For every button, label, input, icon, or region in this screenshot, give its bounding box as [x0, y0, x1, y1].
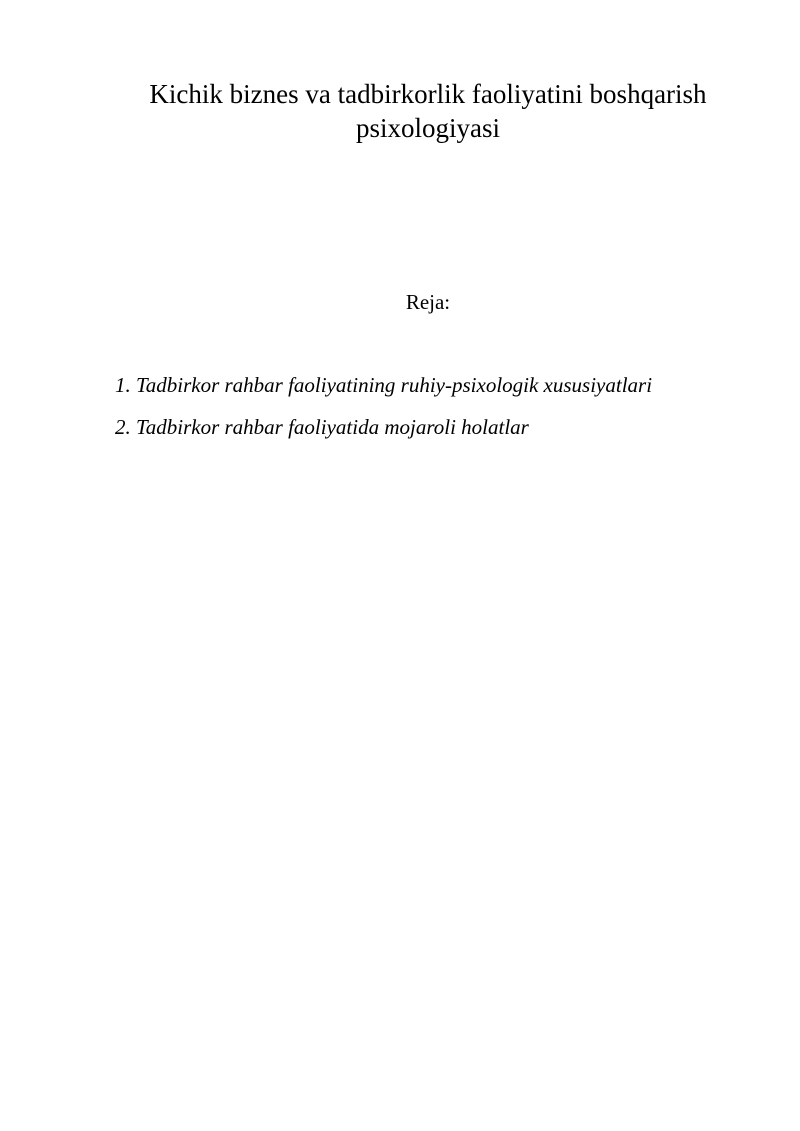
plan-list — [115, 371, 652, 455]
plan-heading: Reja: — [405, 290, 451, 314]
document-title — [100, 77, 756, 145]
plan-item-1: 1. Tadbirkor rahbar faoliyatining ruhiy-psixologik xususiyatlari — [115, 373, 653, 397]
title-line-2: psixologiyasi — [355, 113, 500, 143]
title-line-1: Kichik biznes va tadbirkorlik faoliyatini boshqarish — [149, 79, 707, 109]
plan-item-2: 2. Tadbirkor rahbar faoliyatida mojaroli holatlar — [115, 415, 529, 439]
